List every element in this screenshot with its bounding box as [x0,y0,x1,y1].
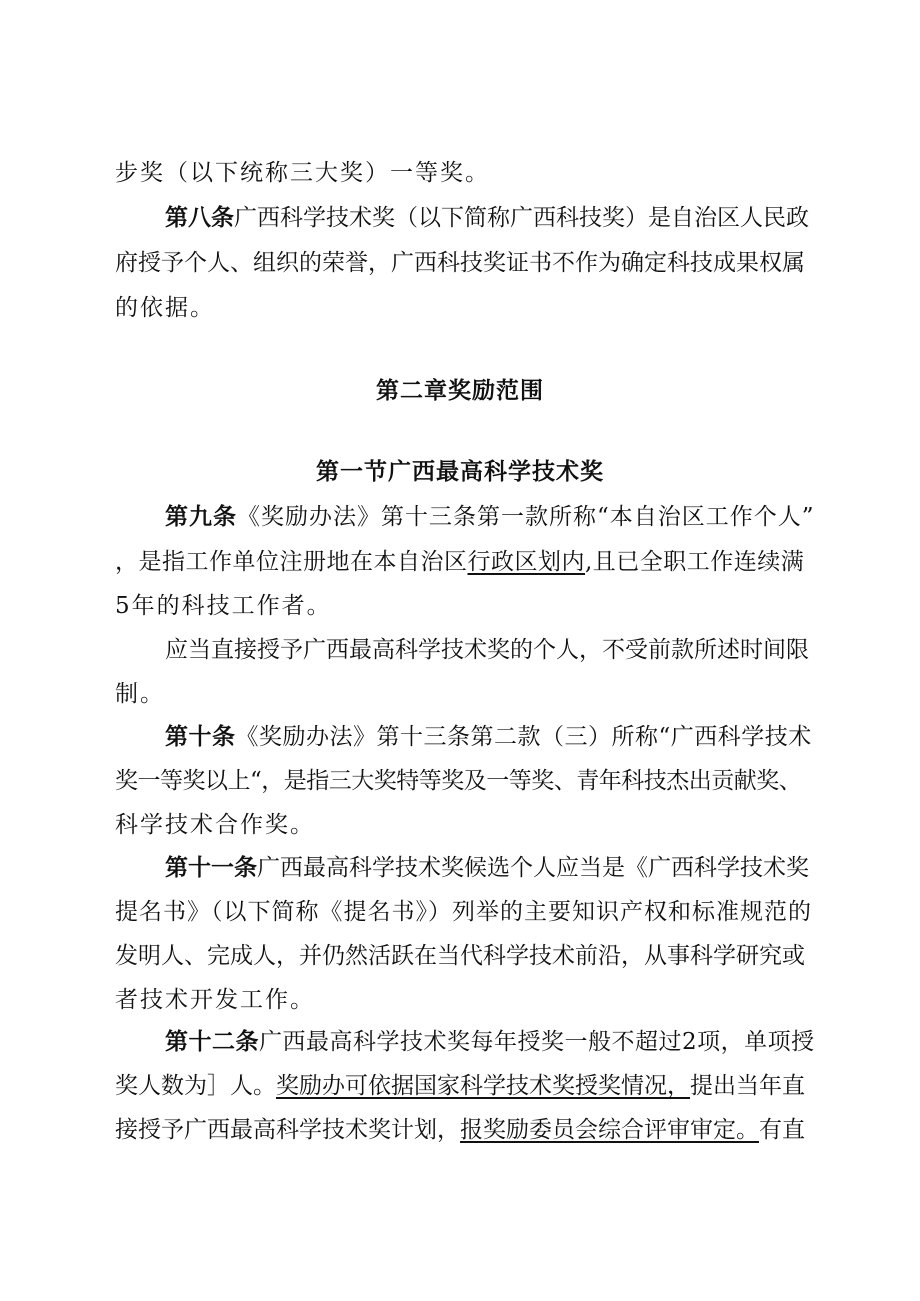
underlined-text: 奖励办可依据国家科学技术奖授奖情况， [276,1073,690,1099]
article-9-para2-line-1 [165,635,815,665]
text-span: 广西最高科学技术奖每年授奖一般不超过2项，单项授 [259,1029,815,1055]
article-12-line-2 [115,1071,815,1101]
article-12-line-3 [115,1115,815,1145]
text-span: 接授予广西最高科学技术奖计划， [115,1117,460,1143]
article-11-line-1 [165,853,815,883]
text-span: 《奖励办法》第十三条第一款所称“本自治区工作个人” [237,504,815,530]
text-span: 步奖（以下统称三大奖）一等奖。 [115,160,490,186]
article-11-line-3 [115,941,815,971]
text-span: 提名书》（以下简称《提名书》）列举的主要知识产权和标准规范的 [115,899,812,925]
text-span: 广西最高科学技术奖候选个人应当是《广西科学技术奖 [257,855,809,881]
text-span: 制。 [115,681,165,707]
text-span: 者技术开发工作。 [115,987,315,1013]
article-9-line-3 [115,591,815,621]
text-span: 的依据。 [115,295,215,321]
underlined-text: 报奖励委员会综合评审审定。 [460,1117,759,1143]
chapter-title: 第二章奖励范围 [376,377,544,404]
text-span: ,且已全职工作连续满 [585,549,805,575]
article-9-line-2 [115,547,815,577]
article-10-line-1 [165,722,815,752]
text-span: 提出当年直 [690,1073,805,1099]
text-span: 科学技术合作奖。 [115,812,315,838]
text-span: 应当直接授予广西最高科学技术奖的个人，不受前款所述时间限 [165,637,809,663]
article-11-line-2 [115,897,815,927]
text-span: 奖一等奖以上“，是指三大奖特等奖及一等奖、青年科技杰出贡献奖、 [115,768,802,794]
paragraph-line [115,158,815,188]
text-span: 广西科学技术奖（以下简称广西科技奖）是自治区人民政 [234,205,809,231]
article-8-line-1 [165,203,815,233]
text-span: 有直 [759,1117,805,1143]
article-10-line-3 [115,810,815,840]
article-8-label: 第八条 [165,204,234,231]
article-8-line-2 [115,248,815,278]
text-span: 发明人、完成人，并仍然活跃在当代科学技术前沿，从事科学研究或 [115,943,805,969]
text-span: 5年的科技工作者。 [115,593,332,619]
article-12-line-1 [165,1027,815,1057]
article-10-label: 第十条 [165,723,236,750]
text-span: ，是指工作单位注册地在本自治区 [115,549,468,575]
text-span: 府授予个人、组织的荣誉，广西科技奖证书不作为确定科技成果权属 [115,250,805,276]
section-title: 第一节广西最高科学技术奖 [316,458,604,485]
article-10-line-2 [115,766,815,796]
underlined-text: 行政区划内 [467,549,585,575]
article-9-para2-line-2 [115,679,815,709]
article-9-label: 第九条 [165,503,237,530]
text-span: 《奖励办法》第十三条第二款（三）所称“广西科学技术 [235,724,812,750]
article-8-line-3 [115,293,815,323]
text-span: 奖人数为］人。 [115,1073,276,1099]
article-11-line-4 [115,985,815,1015]
article-12-label: 第十二条 [165,1028,259,1055]
article-9-line-1 [165,502,815,532]
article-11-label: 第十一条 [165,854,257,881]
